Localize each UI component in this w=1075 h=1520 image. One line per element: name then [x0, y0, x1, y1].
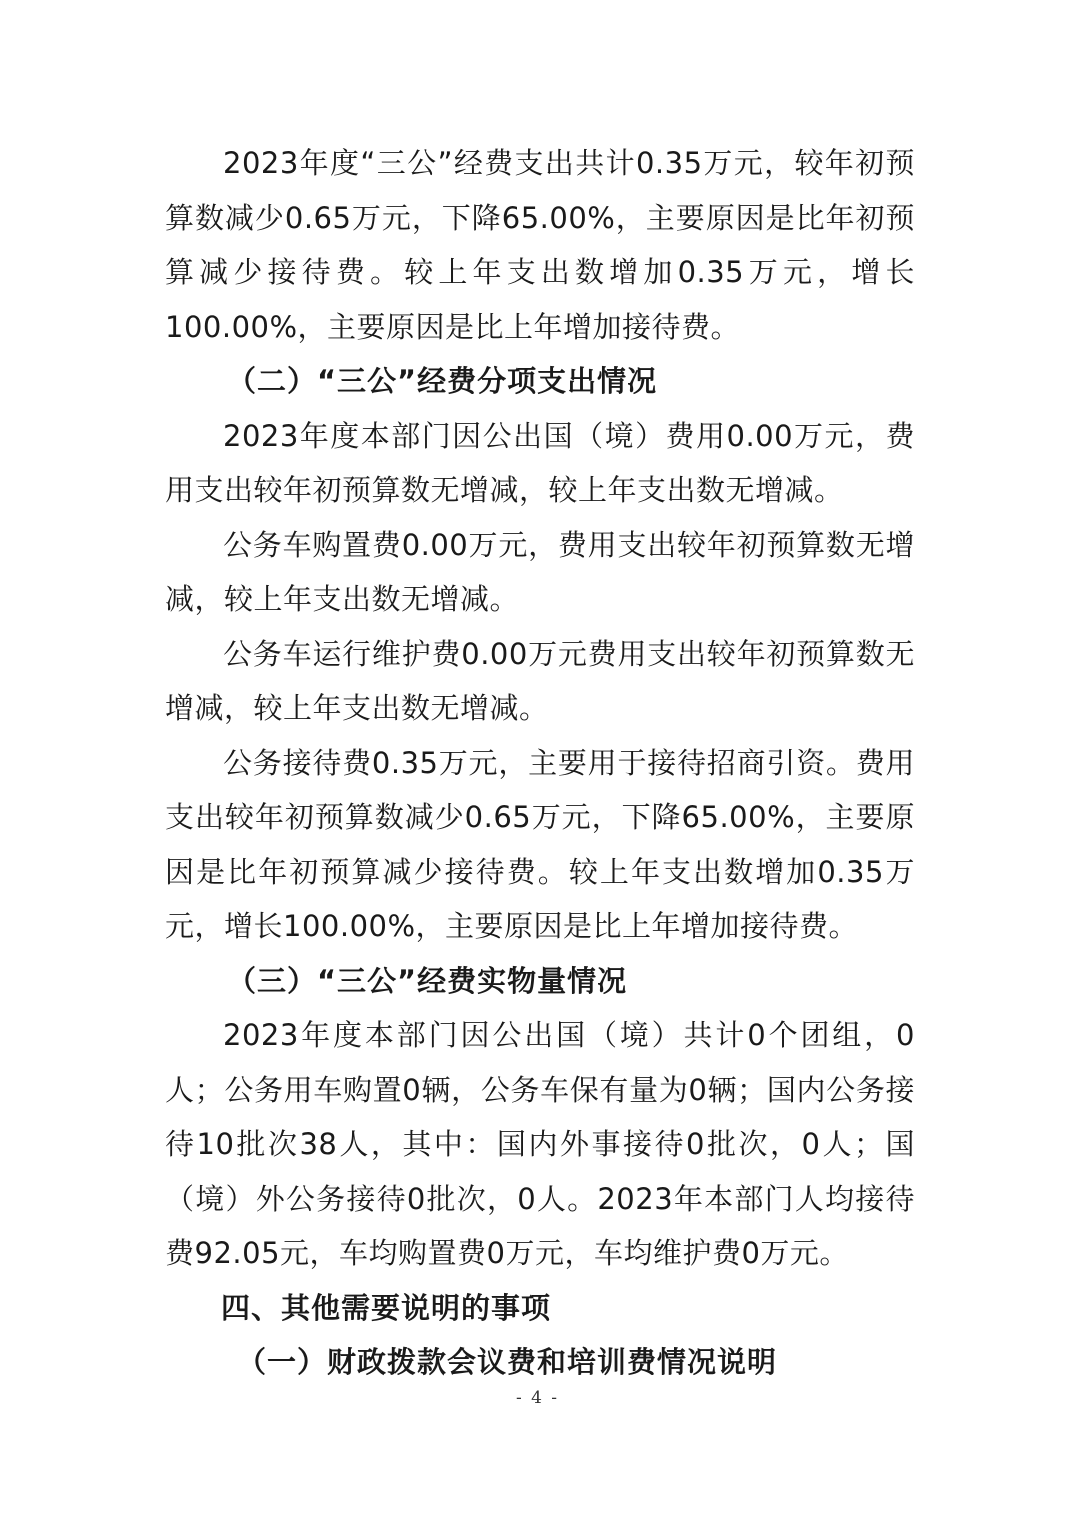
paragraph-physical-quantity: 2023年度本部门因公出国（境）共计0个团组，0人；公务用车购置0辆，公务车保有量为0辆；国内公务接待10批次38人，其中：国内外事接待0批次，0人；国（境）外公务接待0批次，0人。2023年本部门人均接待费92.05元，车均购置费0万元，车均维护费0万元。: [165, 1018, 915, 1270]
section-heading-itemized-expenditure: （二）“三公”经费分项支出情况: [227, 364, 658, 398]
page-number: - 4 -: [515, 1388, 560, 1408]
paragraph-total-summary: 2023年度“三公”经费支出共计0.35万元，较年初预算数减少0.65万元，下降65.00%，主要原因是比年初预算减少接待费。较上年支出数增加0.35万元，增长100.00%，主要原因是比上年增加接待费。: [165, 146, 915, 344]
paragraph-vehicle-purchase: 公务车购置费0.00万元，费用支出较年初预算数无增减，较上年支出数无增减。: [165, 527, 915, 616]
section-heading-meeting-training: （一）财政拨款会议费和培训费情况说明: [237, 1345, 778, 1379]
paragraph-overseas-travel: 2023年度本部门因公出国（境）费用0.00万元，费用支出较年初预算数无增减，较上年支出数无增减。: [165, 418, 915, 507]
section-heading-physical-quantity: （三）“三公”经费实物量情况: [227, 963, 628, 998]
page-content: [165, 136, 915, 1390]
paragraph-official-reception: 公务接待费0.35万元，主要用于接待招商引资。费用支出较年初预算数减少0.65万元，下降65.00%，主要原因是比年初预算减少接待费。较上年支出数增加0.35万元，增长100.00%，主要原因是比上年增加接待费。: [165, 745, 915, 943]
paragraph-vehicle-maintenance: 公务车运行维护费0.00万元费用支出较年初预算数无增减，较上年支出数无增减。: [165, 636, 915, 725]
section-heading-other-matters: 四、其他需要说明的事项: [221, 1290, 552, 1325]
